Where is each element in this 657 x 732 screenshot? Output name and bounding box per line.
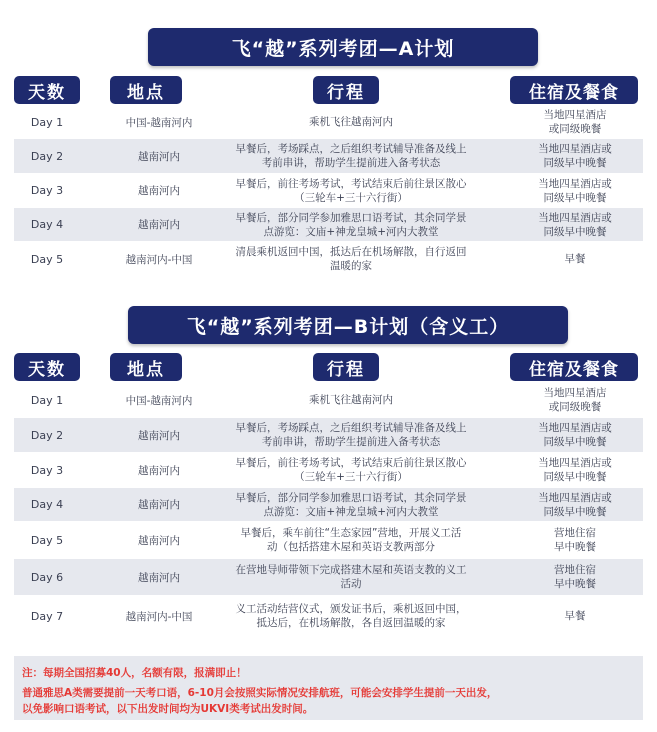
stay-cell: 当地四星酒店或 同级早中晚餐	[538, 211, 612, 238]
table-row	[14, 208, 643, 241]
day-cell: Day 5	[30, 252, 64, 266]
day-cell: Day 4	[30, 218, 64, 231]
table-row	[14, 139, 643, 173]
table-row	[14, 488, 643, 521]
stay-cell: 营地住宿 早中晚餐	[554, 564, 596, 590]
itinerary-cell: 早餐后，前往考场考试，考试结束后前往景区散心 （三轮车+三十六行街）	[235, 177, 467, 204]
stay-cell: 当地四星酒店或 同级早中晚餐	[538, 457, 612, 483]
table-row	[14, 418, 643, 452]
plan-a-header-row	[0, 76, 657, 104]
itinerary-cell: 早餐后，部分同学参加雅思口语考试，其余同学景 点游览：文庙+神龙皇城+河内大教堂	[235, 491, 467, 518]
itinerary-cell: 早餐后，考场踩点，之后组织考试辅导准备及线上 考前串讲，帮助学生提前进入备考状态	[235, 422, 467, 448]
location-cell: 越南河内-中国	[125, 253, 193, 266]
note-line-2: 普通雅思A类需要提前一天考口语，6-10月会按照实际情况安排航班，可能会安排学生提前一天出发，	[22, 687, 498, 699]
stay-cell: 当地四星酒店 或同级晚餐	[543, 109, 607, 135]
day-cell: Day 5	[30, 533, 64, 547]
location-cell: 越南河内	[138, 499, 180, 511]
plan-a-header-location: 地点	[110, 76, 182, 104]
table-row	[14, 106, 643, 138]
day-cell: Day 2	[30, 428, 64, 442]
itinerary-cell: 早餐后，前往考场考试，考试结束后前往景区散心 （三轮车+三十六行街）	[235, 457, 467, 483]
table-row	[14, 522, 643, 558]
location-cell: 中国-越南河内	[125, 394, 193, 407]
plan-b-title: 飞“越”系列考团—B计划（含义工）	[128, 306, 568, 344]
plan-b-header-day: 天数	[14, 353, 80, 381]
location-cell: 越南河内	[138, 571, 180, 584]
location-cell: 越南河内-中国	[125, 610, 193, 623]
stay-cell: 当地四星酒店或 同级早中晚餐	[538, 491, 612, 518]
plan-a-header-day: 天数	[14, 76, 80, 104]
plan-b-header-itinerary: 行程	[313, 353, 379, 381]
day-cell: Day 3	[30, 463, 64, 477]
itinerary-cell: 乘机飞往越南河内	[309, 116, 393, 128]
table-row	[14, 242, 643, 276]
plan-a-header-stay: 住宿及餐食	[510, 76, 638, 104]
itinerary-cell: 在营地导师带领下完成搭建木屋和英语支教的义工 活动	[235, 564, 467, 590]
day-cell: Day 1	[30, 393, 64, 407]
itinerary-cell: 乘机飞往越南河内	[309, 394, 393, 406]
location-cell: 中国-越南河内	[125, 116, 193, 129]
stay-cell: 早餐	[564, 253, 586, 265]
plan-a-header-itinerary: 行程	[313, 76, 379, 104]
location-cell: 越南河内	[138, 150, 180, 163]
table-row	[14, 174, 643, 207]
day-cell: Day 1	[30, 115, 64, 129]
stay-cell: 早餐	[564, 610, 586, 622]
location-cell: 越南河内	[138, 464, 180, 477]
day-cell: Day 4	[30, 498, 64, 511]
note-line-3: 以免影响口语考试，以下出发时间均为UKVI类考试出发时间。	[22, 703, 314, 715]
itinerary-cell: 早餐后，考场踩点，之后组织考试辅导准备及线上 考前串讲，帮助学生提前进入备考状态	[235, 143, 467, 169]
stay-cell: 营地住宿 早中晚餐	[554, 527, 596, 553]
itinerary-cell: 早餐后，乘车前往“生态家园”营地，开展义工活 动（包括搭建木屋和英语支教两部分	[240, 527, 462, 553]
notes-box	[14, 656, 643, 720]
day-cell: Day 2	[30, 149, 64, 163]
plan-b-header-stay: 住宿及餐食	[510, 353, 638, 381]
table-row	[14, 453, 643, 487]
day-cell: Day 7	[30, 609, 64, 623]
table-row	[14, 384, 643, 416]
plan-b-header-location: 地点	[110, 353, 182, 381]
table-row	[14, 559, 643, 595]
itinerary-cell: 义工活动结营仪式，颁发证书后，乘机返回中国， 抵达后，在机场解散，各自返回温暖的家	[235, 603, 467, 629]
itinerary-cell: 早餐后，部分同学参加雅思口语考试，其余同学景 点游览：文庙+神龙皇城+河内大教堂	[235, 211, 467, 238]
plan-b-header-row	[0, 353, 657, 381]
stay-cell: 当地四星酒店 或同级晚餐	[543, 387, 607, 413]
location-cell: 越南河内	[138, 219, 180, 231]
plan-a-title: 飞“越”系列考团—A计划	[148, 28, 538, 66]
stay-cell: 当地四星酒店或 同级早中晚餐	[538, 177, 612, 204]
day-cell: Day 3	[30, 184, 64, 197]
location-cell: 越南河内	[138, 429, 180, 442]
day-cell: Day 6	[30, 570, 64, 584]
note-line-1: 注：每期全国招募40人，名额有限，报满即止！	[22, 667, 247, 679]
stay-cell: 当地四星酒店或 同级早中晚餐	[538, 143, 612, 169]
itinerary-cell: 清晨乘机返回中国，抵达后在机场解散，自行返回 温暖的家	[235, 246, 467, 272]
location-cell: 越南河内	[138, 185, 180, 197]
table-row	[14, 596, 643, 636]
location-cell: 越南河内	[138, 534, 180, 547]
stay-cell: 当地四星酒店或 同级早中晚餐	[538, 422, 612, 448]
